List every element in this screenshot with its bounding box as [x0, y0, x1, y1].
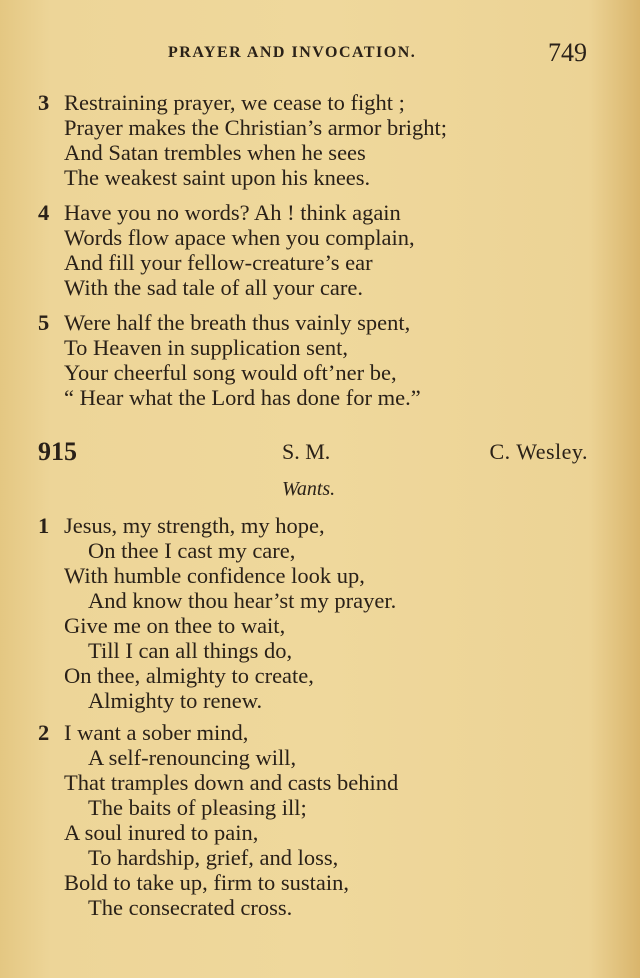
verse-line: To hardship, grief, and loss, [88, 845, 339, 870]
verse-line: A soul inured to pain, [64, 820, 259, 845]
verse-line: Prayer makes the Christian’s armor bright; [64, 115, 448, 140]
hymn-author: C. Wesley. [489, 439, 588, 464]
verse-line: With the sad tale of all your care. [64, 275, 363, 300]
stanza-number: 4 [38, 200, 50, 225]
stanza-number: 1 [38, 513, 50, 538]
hymn-stanza-1 [38, 513, 618, 713]
verse-line: With humble confidence look up, [64, 563, 365, 588]
running-head: PRAYER AND INVOCATION. [168, 44, 417, 61]
stanza-number: 5 [38, 310, 50, 335]
verse-line: And fill your fellow-creature’s ear [64, 250, 373, 275]
verse-line: 2 I want a sober mind, [38, 720, 249, 745]
verse-line: The weakest saint upon his knees. [64, 165, 371, 190]
verse-line: On thee, almighty to create, [64, 663, 314, 688]
stanza-number: 2 [38, 720, 50, 745]
stanza-3 [38, 90, 618, 190]
page-number: 749 [548, 38, 587, 67]
verse-line: Till I can all things do, [88, 638, 293, 663]
verse-line: To Heaven in supplication sent, [64, 335, 348, 360]
verse-line: 3 Restraining prayer, we cease to fight ; [38, 90, 405, 115]
verse-line: Words flow apace when you complain, [64, 225, 415, 250]
hymn-stanza-2 [38, 720, 618, 920]
hymn-heading [38, 437, 588, 467]
verse-line: Your cheerful song would oft’ner be, [64, 360, 397, 385]
verse-line: Almighty to renew. [88, 688, 263, 713]
hymn-subtitle: Wants. [282, 478, 336, 500]
verse-line: 1 Jesus, my strength, my hope, [38, 513, 325, 538]
verse-line: And know thou hear’st my prayer. [88, 588, 397, 613]
verse-line: “ Hear what the Lord has done for me.” [64, 385, 421, 410]
hymn-number: 915 [38, 437, 77, 466]
hymn-meter: S. M. [282, 439, 331, 464]
stanza-5 [38, 310, 618, 410]
verse-line: That tramples down and casts behind [64, 770, 399, 795]
stanza-number: 3 [38, 90, 50, 115]
verse-line: 5 Were half the breath thus vainly spent, [38, 310, 411, 335]
verse-line: 4 Have you no words? Ah ! think again [38, 200, 401, 225]
verse-line: A self-renouncing will, [88, 745, 297, 770]
verse-line: And Satan trembles when he sees [64, 140, 366, 165]
verse-line: On thee I cast my care, [88, 538, 296, 563]
verse-line: Give me on thee to wait, [64, 613, 286, 638]
stanza-4 [38, 200, 618, 300]
verse-line: Bold to take up, firm to sustain, [64, 870, 349, 895]
verse-line: The consecrated cross. [88, 895, 293, 920]
verse-line: The baits of pleasing ill; [88, 795, 307, 820]
